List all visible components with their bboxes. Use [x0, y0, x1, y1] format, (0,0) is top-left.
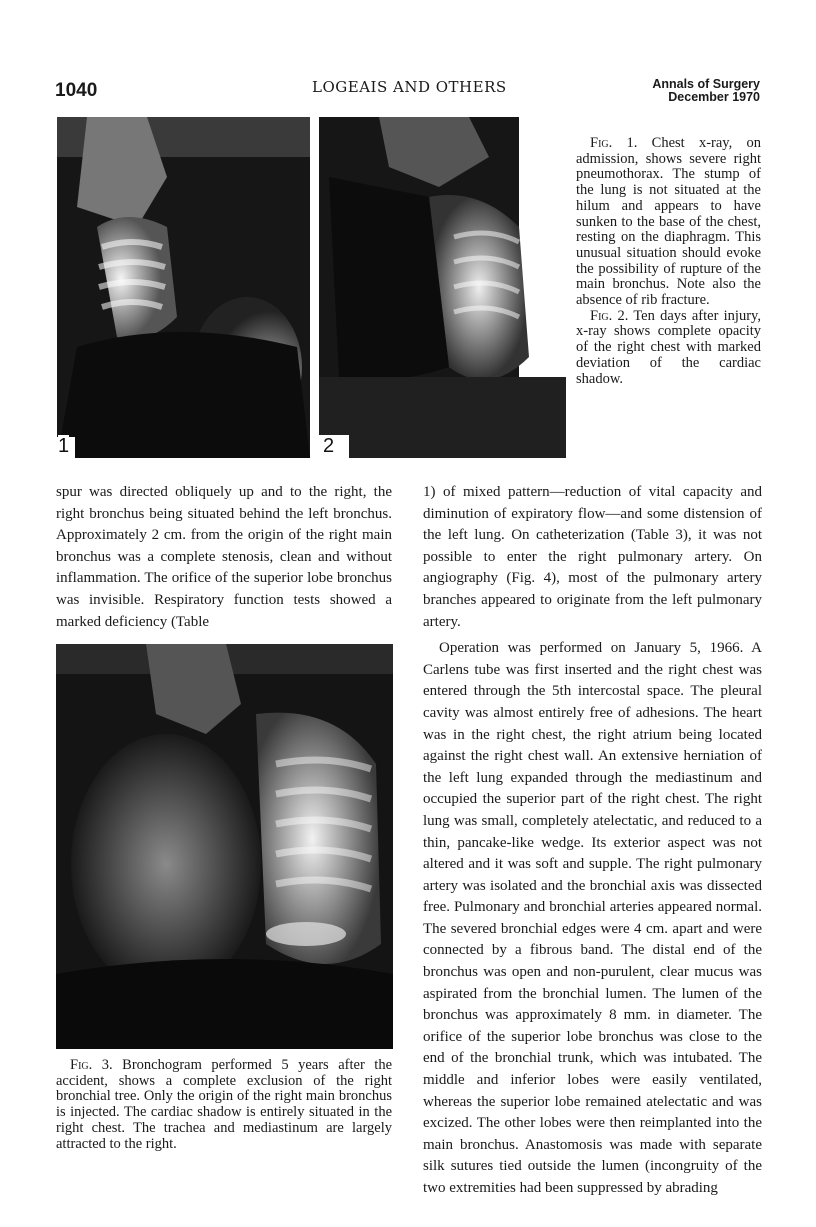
chest-xray-image: [319, 117, 566, 458]
paragraph: spur was directed obliquely up and to the right, the right bronchus being situated behind the left bronchus. Approximately 2 cm. from the origin of the right main bronchus was a complete stenosis, clean and without inflammation. The orifice of the superior lobe bronchus was invisible. Respiratory function tests showed a marked deficiency (Table: [56, 484, 392, 630]
right-column-text: [423, 482, 762, 1200]
running-title: LOGEAIS AND OTHERS: [312, 78, 507, 96]
bronchogram-image: [56, 644, 393, 1049]
journal-name: Annals of Surgery: [652, 77, 760, 91]
figure-1-caption-tag: Fig. 1.: [590, 135, 638, 151]
journal-info: [652, 78, 760, 104]
figure-1-xray: [57, 117, 310, 458]
figure-2-label: 2: [323, 435, 335, 457]
figure-3-bronchogram: [56, 644, 393, 1049]
left-column-text: [56, 482, 392, 633]
journal-issue-date: December 1970: [668, 90, 760, 104]
paragraph: 1) of mixed pattern—reduction of vital capacity and diminution of expiratory flow—and some distension of the left lung. On catheterization (Table 3), it was not possible to enter the right pulmonary artery. On angiography (Fig. 4), most of the pulmonary artery branches appeared to originate from the left pulmonary artery.: [423, 484, 762, 630]
figure-1-2-caption: [576, 136, 761, 387]
figure-1-caption-text: Chest x-ray, on admission, shows severe right pneumothorax. The stump of the lung is not situated at the hilum and appears to have sunken to the base of the chest, resting on the diaphragm. This unusual situation should evoke the possibility of rupture of the main bronchus. Note also the absence of rib fracture.: [576, 135, 761, 309]
figure-2-caption-text: Ten days after injury, x-ray shows complete opacity of the right chest with marked deviation of the cardiac shadow.: [576, 307, 761, 387]
figure-2-caption: [576, 309, 761, 388]
figure-3-caption-tag: Fig. 3.: [70, 1057, 113, 1073]
paragraph: Operation was performed on January 5, 1966. A Carlens tube was first inserted and the right chest was entered through the 5th intercostal space. The pleural cavity was almost entirely free of adhesions. The heart was in the right chest, the right atrium being located against the right chest wall. An extensive herniation of the left lung expanded through the mediastinum and occupied the superior part of the right chest. The right lung was small, completely atelectatic, and reduced to a thin, pancake-like wedge. Its exterior aspect was not altered and it was soft and supple. The right pulmonary artery was isolated and the bronchial axis was dissected free. Pulmonary and bronchial arteries appeared normal. The severed bronchial edges were 4 cm. apart and were connected by a fibrous band. The distal end of the bronchus was open and non-purulent, clear mucus was aspirated from the bronchial lumen. The lumen of the bronchus was approximately 8 mm. in diameter. The orifice of the superior lobe bronchus was close to the end of the bronchial trunk, which was intubated. The middle and inferior lobes were easily ventilated, whereas the superior lobe remained atelectatic and was excized. The other lobes were then reimplanted into the main bronchus. Anastomosis was made with separate silk sutures tied outside the lumen (incongruity of the two extremities had been suppressed by abrading: [423, 640, 762, 1196]
chest-xray-image: [57, 117, 310, 458]
figure-3-caption-text: Bronchogram performed 5 years after the accident, shows a complete exclusion of the right bronchial tree. Only the origin of the right main bronchus is injected. The cardiac shadow is entirely situated in the right chest. The trachea and mediastinum are largely attracted to the right.: [56, 1057, 393, 1152]
figure-3-caption-paragraph: [56, 1058, 392, 1152]
figure-1-label: 1: [58, 435, 70, 457]
page-number: 1040: [55, 80, 98, 101]
figure-1-caption: [576, 136, 761, 309]
figure-3-caption: [56, 1058, 392, 1152]
figure-2-xray: [319, 117, 566, 458]
figure-2-caption-tag: Fig. 2.: [590, 307, 629, 324]
